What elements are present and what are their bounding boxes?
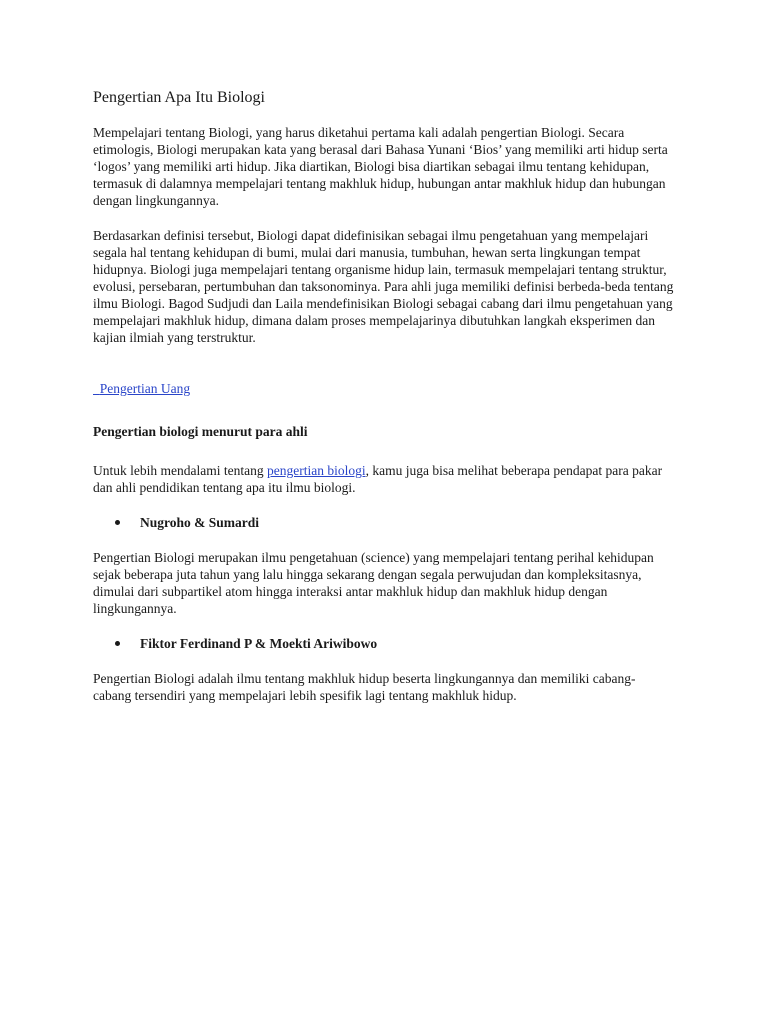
bullet-dot-icon bbox=[115, 520, 120, 525]
page-title: Pengertian Apa Itu Biologi bbox=[93, 89, 265, 106]
intro-paragraph: Mempelajari tentang Biologi, yang harus diketahui pertama kali adalah pengertian Biologi. Secara etimologis, Biologi merupakan kata yang berasal dari Bahasa Yunani ‘Bios’ yang memiliki arti hidup serta ‘logos’ yang memiliki arti hidup. Jika diartikan, Biologi bisa diartikan sebagai ilmu tentang kehidupan, termasuk di dalamnya mempelajari tentang makhluk hidup, hubungan antar makhluk hidup dan hubungan dengan lingkungannya. bbox=[93, 125, 668, 208]
related-article-link[interactable]: Pengertian Uang bbox=[99, 381, 191, 396]
expert-bullet-1 bbox=[115, 514, 688, 531]
experts-intro-text-after: , kamu juga bisa melihat beberapa pendapat para pakar dan ahli pendidikan tentang apa itu ilmu biologi. bbox=[93, 463, 663, 495]
expert-name: Fiktor Ferdinand P & Moekti Ariwibowo bbox=[140, 636, 378, 651]
expert-name: Nugroho & Sumardi bbox=[140, 515, 260, 530]
definition-paragraph: Berdasarkan definisi tersebut, Biologi dapat didefinisikan sebagai ilmu pengetahuan yang mempelajari segala hal tentang kehidupan di bumi, mulai dari manusia, tumbuhan, hewan serta lingkungan tempat hidupnya. Biologi juga mempelajari tentang organisme hidup lain, termasuk mempelajari tentang struktur, evolusi, persebaran, pertumbuhan dan taksonominya. Para ahli juga memiliki definisi berbeda-beda tentang ilmu Biologi. Bagod Sudjudi dan Laila mendefinisikan Biologi sebagai cabang dari ilmu pengetahuan yang mempelajari makhluk hidup, dimana dalam proses mempelajarinya dibutuhkan langkah eksperimen dan kajian ilmiah yang terstruktur. bbox=[93, 228, 674, 345]
pengertian-biologi-link[interactable]: pengertian biologi bbox=[266, 463, 366, 478]
expert-definition-1: Pengertian Biologi merupakan ilmu pengetahuan (science) yang mempelajari tentang perihal kehidupan sejak beberapa juta tahun yang lalu hingga sekarang dengan segala perwujudan dan kompleksitasnya, dimulai dari subpartikel atom hingga interaksi antar makhluk hidup dan makhluk hidup dengan lingkungannya. bbox=[93, 550, 654, 616]
experts-intro-paragraph bbox=[93, 462, 668, 496]
related-link-container bbox=[93, 380, 688, 397]
bullet-dot-icon bbox=[115, 641, 120, 646]
expert-definition-2: Pengertian Biologi adalah ilmu tentang makhluk hidup beserta lingkungannya dan memiliki cabang-cabang tersendiri yang mempelajari lebih spesifik lagi tentang makhluk hidup. bbox=[93, 671, 636, 703]
expert-bullet-2 bbox=[115, 635, 688, 652]
section-heading: Pengertian biologi menurut para ahli bbox=[93, 424, 308, 439]
experts-intro-text-before: Untuk lebih mendalami tentang bbox=[93, 463, 267, 478]
